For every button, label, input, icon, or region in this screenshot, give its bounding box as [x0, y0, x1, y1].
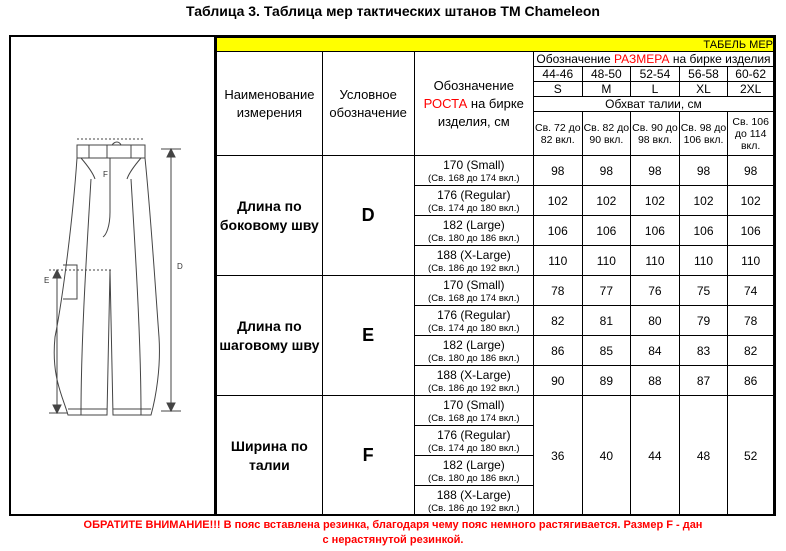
height-range: (Св. 174 до 180 вкл.) — [428, 202, 520, 214]
trousers-diagram — [11, 37, 216, 514]
height-label: 188 (X-Large) — [436, 487, 511, 502]
value-cell: 86 — [533, 336, 582, 366]
height-label: 170 (Small) — [443, 157, 505, 172]
height-cell — [414, 456, 533, 486]
height-cell — [414, 396, 533, 426]
height-range: (Св. 180 до 186 вкл.) — [428, 232, 520, 244]
height-range: (Св. 168 до 174 вкл.) — [428, 292, 520, 304]
value-cell: 110 — [631, 246, 680, 276]
table-row — [217, 396, 774, 426]
value-cell: 106 — [533, 216, 582, 246]
value-cell: 106 — [582, 216, 631, 246]
value-cell: 86 — [728, 366, 774, 396]
height-cell — [414, 366, 533, 396]
value-cell: 75 — [679, 276, 728, 306]
table-row — [217, 156, 774, 186]
size-range: 56-58 — [679, 67, 728, 82]
table-row — [217, 276, 774, 306]
header-size-suffix: на бирке изделия — [672, 52, 771, 66]
value-cell: 106 — [728, 216, 774, 246]
height-range: (Св. 168 до 174 вкл.) — [428, 412, 520, 424]
measure-code: D — [322, 156, 414, 276]
size-label: XL — [679, 82, 728, 97]
value-cell: 40 — [582, 396, 631, 516]
table-band-header: ТАБЕЛЬ МЕР — [217, 38, 774, 52]
value-cell: 82 — [728, 336, 774, 366]
size-label: 2XL — [728, 82, 774, 97]
height-label: 188 (X-Large) — [436, 247, 511, 262]
value-cell: 98 — [582, 156, 631, 186]
label-f: F — [103, 170, 108, 179]
size-label: L — [631, 82, 680, 97]
height-label: 182 (Large) — [442, 457, 505, 472]
value-cell: 83 — [679, 336, 728, 366]
height-cell — [414, 276, 533, 306]
label-d: D — [177, 262, 183, 271]
header-size — [533, 52, 773, 67]
height-cell — [414, 486, 533, 516]
value-cell: 102 — [631, 186, 680, 216]
value-cell: 110 — [533, 246, 582, 276]
size-range: 60-62 — [728, 67, 774, 82]
header-height-red: РОСТА — [423, 95, 468, 111]
size-table — [216, 37, 774, 516]
measure-code: E — [322, 276, 414, 396]
value-cell: 78 — [728, 306, 774, 336]
height-range: (Св. 180 до 186 вкл.) — [428, 472, 520, 484]
value-cell: 102 — [679, 186, 728, 216]
waist-range: Св. 72 до 82 вкл. — [533, 112, 582, 156]
height-range: (Св. 174 до 180 вкл.) — [428, 322, 520, 334]
height-range: (Св. 180 до 186 вкл.) — [428, 352, 520, 364]
value-cell: 85 — [582, 336, 631, 366]
value-cell: 106 — [631, 216, 680, 246]
value-cell: 80 — [631, 306, 680, 336]
value-cell: 102 — [533, 186, 582, 216]
value-cell: 44 — [631, 396, 680, 516]
height-range: (Св. 186 до 192 вкл.) — [428, 262, 520, 274]
value-cell: 82 — [533, 306, 582, 336]
trousers-drawing — [11, 37, 216, 514]
value-cell: 98 — [533, 156, 582, 186]
height-range: (Св. 186 до 192 вкл.) — [428, 502, 520, 514]
value-cell: 81 — [582, 306, 631, 336]
size-range: 44-46 — [533, 67, 582, 82]
value-cell: 98 — [728, 156, 774, 186]
value-cell: 98 — [679, 156, 728, 186]
page-title: Таблица 3. Таблица мер тактических штанов ТМ Chameleon — [186, 3, 600, 19]
header-waist: Обхват талии, см — [533, 97, 773, 112]
value-cell: 48 — [679, 396, 728, 516]
label-e: E — [44, 276, 50, 285]
height-range: (Св. 168 до 174 вкл.) — [428, 172, 520, 184]
size-label: S — [533, 82, 582, 97]
height-cell — [414, 186, 533, 216]
value-cell: 89 — [582, 366, 631, 396]
height-label: 182 (Large) — [442, 217, 505, 232]
waist-range: Св. 90 до 98 вкл. — [631, 112, 680, 156]
height-cell — [414, 246, 533, 276]
measure-code: F — [322, 396, 414, 516]
waist-range: Св. 106 до 114 вкл. — [728, 112, 774, 156]
value-cell: 84 — [631, 336, 680, 366]
measure-name: Длина по боковому шву — [217, 156, 323, 276]
height-label: 176 (Regular) — [437, 187, 511, 202]
header-size-red: РАЗМЕРА — [613, 52, 670, 66]
header-measure-name: Наименование измерения — [217, 52, 323, 156]
note-line-1: ОБРАТИТЕ ВНИМАНИЕ!!! В пояс вставлена резинка, благодаря чему пояс немного растягивается. Размер F - дан — [83, 519, 703, 531]
value-cell: 110 — [728, 246, 774, 276]
value-cell: 77 — [582, 276, 631, 306]
height-label: 188 (X-Large) — [436, 367, 511, 382]
height-cell — [414, 336, 533, 366]
height-cell — [414, 306, 533, 336]
size-range: 48-50 — [582, 67, 631, 82]
value-cell: 79 — [679, 306, 728, 336]
value-cell: 74 — [728, 276, 774, 306]
attention-note — [0, 518, 786, 548]
height-label: 176 (Regular) — [437, 307, 511, 322]
size-label: M — [582, 82, 631, 97]
note-line-2: с нерастянутой резинкой. — [322, 534, 464, 546]
value-cell: 110 — [582, 246, 631, 276]
value-cell: 87 — [679, 366, 728, 396]
value-cell: 88 — [631, 366, 680, 396]
height-label: 182 (Large) — [442, 337, 505, 352]
header-height-suffix: на бирке изделия, см — [437, 95, 524, 129]
measure-name: Длина по шаговому шву — [217, 276, 323, 396]
value-cell: 110 — [679, 246, 728, 276]
height-cell — [414, 426, 533, 456]
value-cell: 90 — [533, 366, 582, 396]
value-cell: 78 — [533, 276, 582, 306]
size-chart-frame — [9, 35, 776, 516]
value-cell: 106 — [679, 216, 728, 246]
size-range: 52-54 — [631, 67, 680, 82]
header-height-prefix: Обозначение — [433, 77, 514, 93]
height-cell — [414, 216, 533, 246]
height-range: (Св. 174 до 180 вкл.) — [428, 442, 520, 454]
height-label: 176 (Regular) — [437, 427, 511, 442]
header-height — [414, 52, 533, 156]
value-cell: 76 — [631, 276, 680, 306]
value-cell: 52 — [728, 396, 774, 516]
measure-name: Ширина по талии — [217, 396, 323, 516]
header-symbol: Условное обозначение — [322, 52, 414, 156]
value-cell: 102 — [582, 186, 631, 216]
header-size-prefix: Обозначение — [536, 52, 611, 66]
height-label: 170 (Small) — [443, 397, 505, 412]
height-cell — [414, 156, 533, 186]
value-cell: 102 — [728, 186, 774, 216]
waist-range: Св. 98 до 106 вкл. — [679, 112, 728, 156]
value-cell: 98 — [631, 156, 680, 186]
height-label: 170 (Small) — [443, 277, 505, 292]
waist-range: Св. 82 до 90 вкл. — [582, 112, 631, 156]
value-cell: 36 — [533, 396, 582, 516]
height-range: (Св. 186 до 192 вкл.) — [428, 382, 520, 394]
